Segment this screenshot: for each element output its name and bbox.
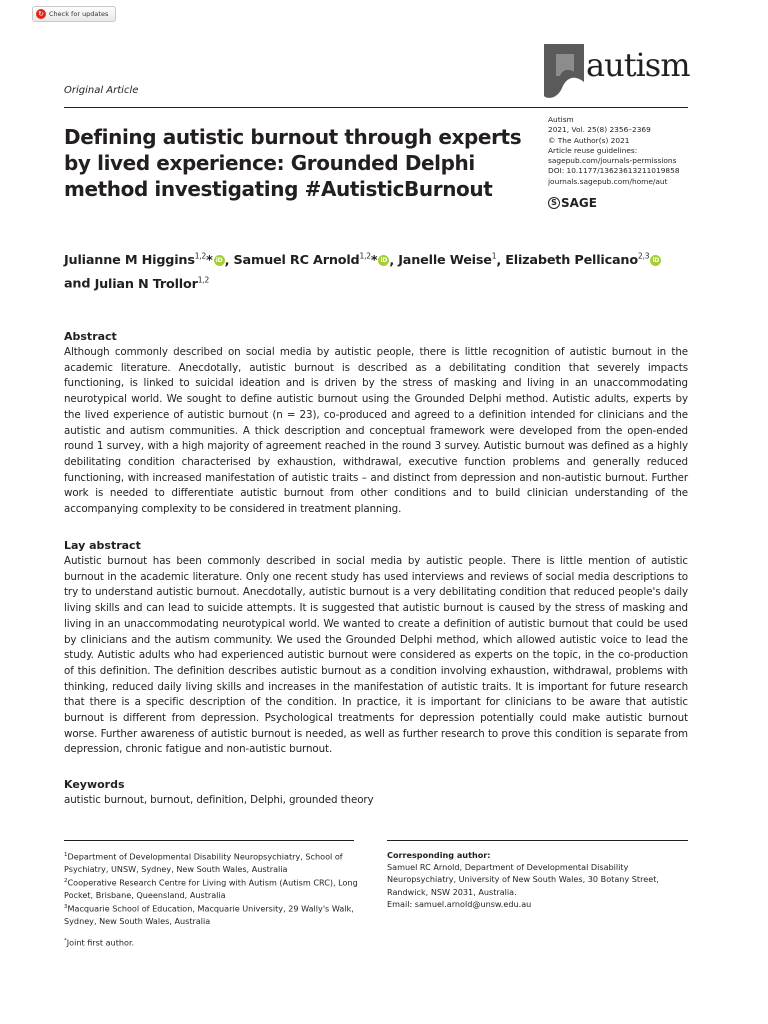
corresponding-line-3: Randwick, NSW 2031, Australia. <box>387 886 517 897</box>
abstract-text: Although commonly described on social media by autistic people, there is little recognition of autistic burnout in the academic literature. Anecdotally, autistic burnout is described as a debilitating condition that severely impacts functioning, is linked to suicidal ideation and is driven by the stress of masking and living in an unaccommodating neurotypical world. We sought to define autistic burnout using the Grounded Delphi method. Autistic adults, experts by the lived experience of autistic burnout (n = 23), co-produced and agreed to a definition intended for clinicians and the autistic and autism communities. A thick description and conceptual framework were developed from the open-ended round 1 survey, with a high majority of agreement reached in the round 3 survey. Autistic burnout was defined as a highly debilitating condition characterised by exhaustion, withdrawal, executive function problems and generally reduced functioning, with increased manifestation of autistic traits – and distinct from depression and non-autistic burnout. Further work is needed to differentiate autistic burnout from other conditions and to build clinician understanding of the accompanying complexity to be considered in treatment planning. <box>64 346 688 516</box>
journal-logo <box>544 44 690 100</box>
journal-permissions-link[interactable]: sagepub.com/journals-permissions <box>548 156 677 166</box>
corresponding-author <box>387 849 692 910</box>
footnote-rule-left <box>64 840 354 841</box>
check-updates-label: Check for updates <box>49 10 109 18</box>
affiliation-2: $^2$Cooperative Research Centre for Living with Autism (Autism CRC), Long Pocket, Brisbane, Queensland, Australia <box>64 877 358 900</box>
author-list <box>64 247 684 294</box>
author-name: Julian N Trollor <box>94 276 198 292</box>
lay-abstract-text: Autistic burnout has been commonly described in social media by autistic people. There is little mention of autistic burnout in the academic literature. Only one recent study has used interviews and reviews of social media descriptions to try to understand autistic burnout. Anecdotally, autistic burnout is a very debilitating condition that reduced people's daily living skills and can lead to suicide attempts. It is suggested that autistic burnout is caused by the stress of masking and living in an unaccommodating neurotypical world. We wanted to create a definition of autistic burnout that could be used by clinicians and the autism community. We used the Grounded Delphi method, which allowed autistic voice to lead the study. Autistic adults who had experienced autistic burnout were considered as experts on the topic, in the co-production of this definition. The definition describes autistic burnout as a condition involving exhaustion, withdrawal, problems with thinking, reduced daily living skills and increases in the manifestation of autistic traits. It is important for future research that there is a specific description of the condition. In practice, it is important for clinicians to be aware that autistic burnout is different from depression. Psychological treatments for depression potentially could make autistic burnout worse. Further awareness of autistic burnout is needed, as well as further research to prove this condition is separate from depression, chronic fatigue and non-autistic burnout. <box>64 555 688 756</box>
publisher-name: SAGE <box>561 196 597 210</box>
author-separator: , <box>224 253 234 269</box>
check-updates-icon: ↻ <box>36 9 46 19</box>
orcid-icon[interactable]: iD <box>378 255 389 266</box>
author-affiliation: 1,2 <box>359 252 371 261</box>
journal-url[interactable]: journals.sagepub.com/home/aut <box>548 176 668 186</box>
article-title: Defining autistic burnout through experts by lived experience: Grounded Delphi method investigating #AutisticBurnout <box>64 125 522 201</box>
author-separator: , <box>389 253 399 269</box>
keywords-heading: Keywords <box>64 778 125 791</box>
corresponding-line-2: Neuropsychiatry, University of New South Wales, 30 Botany Street, <box>387 874 659 885</box>
affiliation-1: $^1$Department of Developmental Disability Neuropsychiatry, School of Psychiatry, UNSW, Sydney, New South Wales, Australia <box>64 851 343 874</box>
author-affiliation: 1 <box>491 252 497 261</box>
corresponding-email[interactable]: Email: samuel.arnold@unsw.edu.au <box>387 898 532 909</box>
lay-abstract-heading: Lay abstract <box>64 539 141 552</box>
author-affiliation: 1,2 <box>194 252 207 261</box>
author <box>64 253 225 268</box>
publisher-logo <box>548 196 597 210</box>
journal-logo-text: autism <box>586 46 690 84</box>
joint-first-note: *Joint first author. <box>64 937 135 948</box>
keywords-text: autistic burnout, burnout, definition, Delphi, grounded theory <box>64 794 374 806</box>
journal-copyright: © The Author(s) 2021 <box>548 135 630 145</box>
journal-citation: 2021, Vol. 25(8) 2356–2369 <box>548 125 651 135</box>
author-separator: and <box>64 276 95 292</box>
article-type: Original Article <box>64 85 139 96</box>
author-name: Janelle Weise <box>398 253 492 269</box>
check-for-updates-button[interactable] <box>32 6 116 22</box>
affiliation-3: $^3$Macquarie School of Education, Macquarie University, 29 Wally's Walk, Sydney, New South Wales, Australia <box>64 903 354 927</box>
journal-name: Autism <box>548 115 574 124</box>
author-affiliation: 2,3 <box>637 252 650 261</box>
sage-icon: S <box>548 197 560 209</box>
footnote-rule-right <box>387 840 688 841</box>
journal-logo-mark-icon <box>544 44 586 100</box>
joint-first-mark: * <box>370 253 378 269</box>
author-separator: , <box>496 253 506 269</box>
author <box>234 253 390 268</box>
author-name: Elizabeth Pellicano <box>505 253 638 269</box>
journal-reuse: Article reuse guidelines: <box>548 145 638 155</box>
orcid-icon[interactable]: iD <box>650 255 661 266</box>
header-rule <box>64 107 688 108</box>
author <box>398 253 496 268</box>
corresponding-line-1: Samuel RC Arnold, Department of Developmental Disability <box>387 862 629 873</box>
abstract-heading: Abstract <box>64 330 117 343</box>
joint-first-mark: * <box>206 253 213 269</box>
author-affiliation: 1,2 <box>197 275 210 285</box>
corresponding-heading: Corresponding author: <box>387 850 491 860</box>
author <box>505 253 661 268</box>
affiliations <box>64 849 360 927</box>
author-name: Samuel RC Arnold <box>233 253 360 269</box>
author-name: Julianne M Higgins <box>64 253 195 269</box>
journal-doi[interactable]: DOI: 10.1177/13623613211019858 <box>548 166 680 176</box>
author <box>95 277 209 292</box>
orcid-icon[interactable]: iD <box>214 255 225 266</box>
journal-meta <box>548 115 708 187</box>
